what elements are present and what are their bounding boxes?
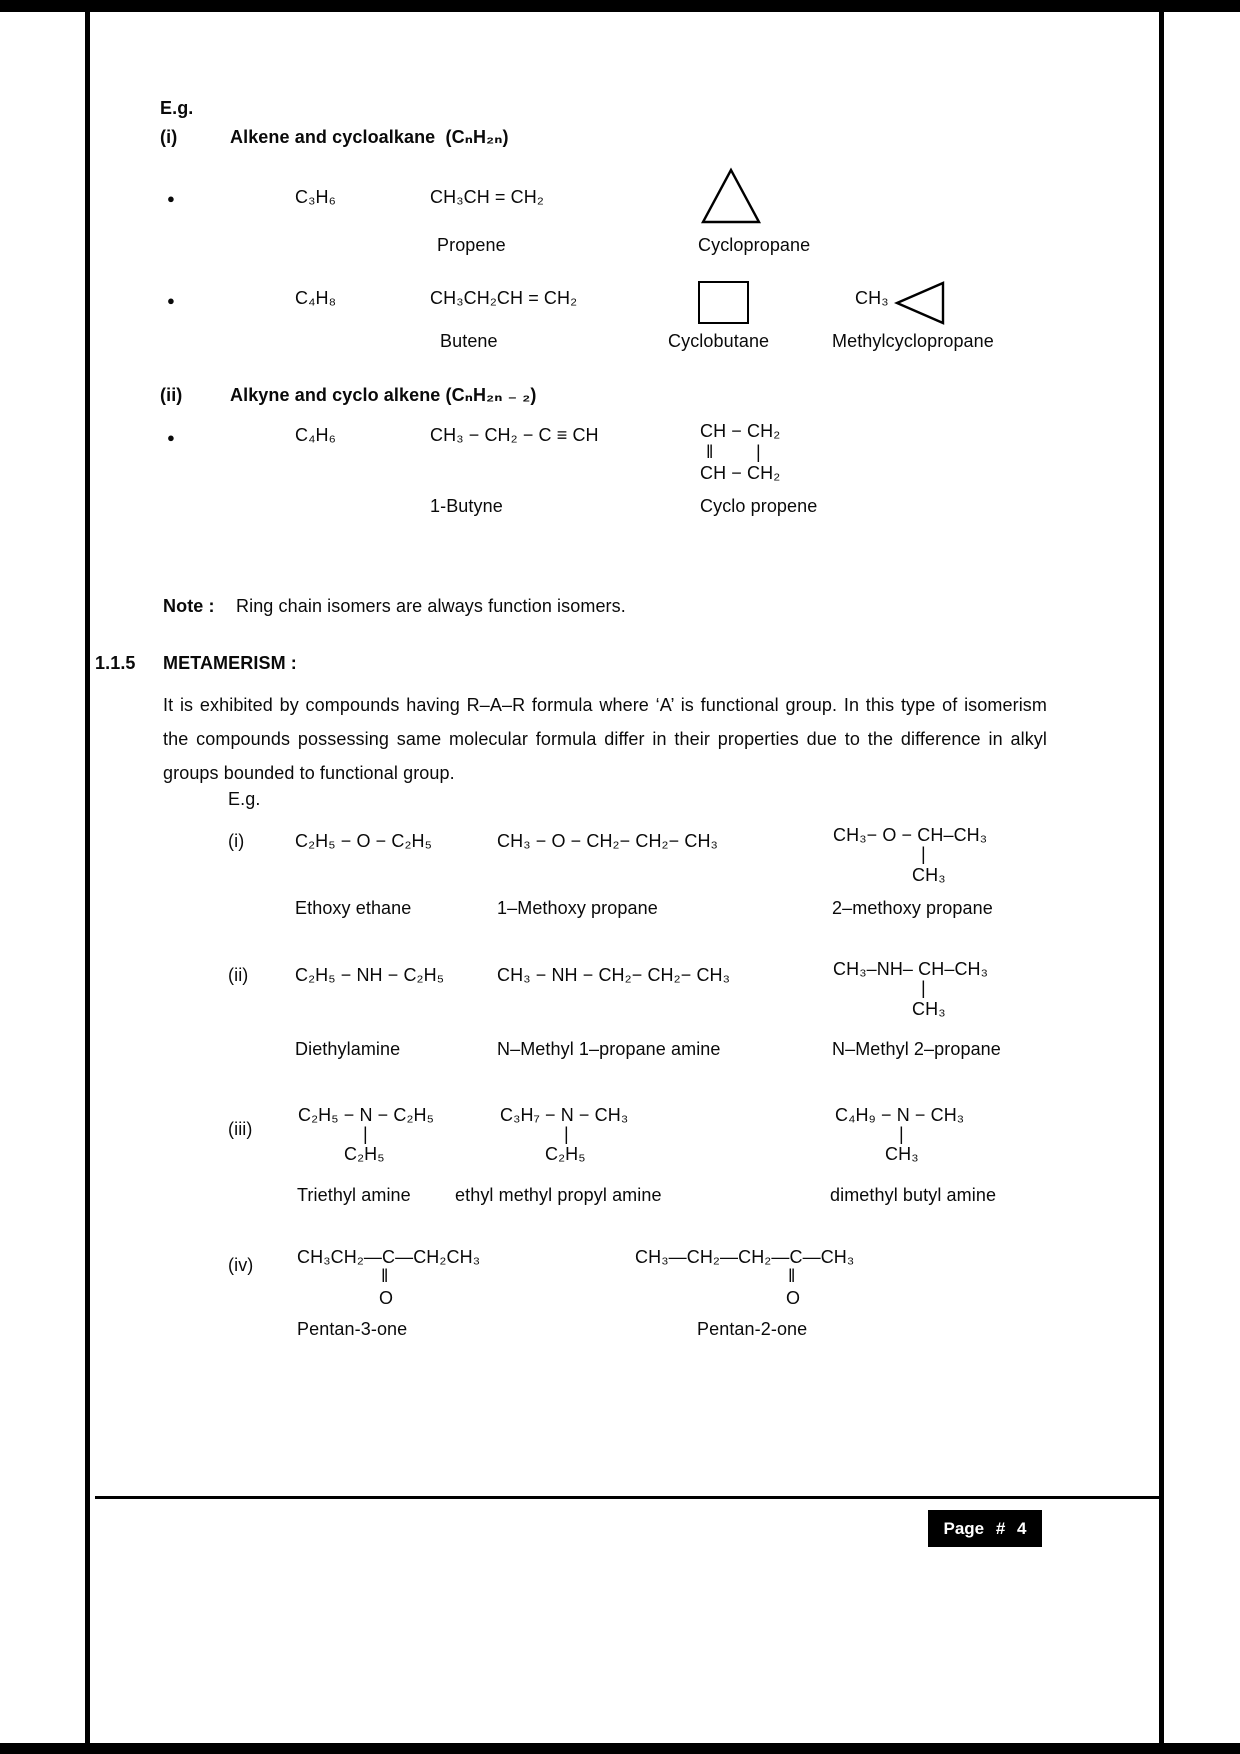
double-bond-symbol: ‖	[381, 1266, 389, 1286]
bullet-icon: ●	[167, 293, 175, 308]
single-bond-symbol: |	[363, 1124, 368, 1144]
bullet-icon: ●	[167, 191, 175, 206]
name-propene: Propene	[437, 235, 506, 255]
formula-dimethyl-butyl-amine: C₄H₉ − N − CH₃	[835, 1105, 965, 1125]
substituent-c2h5: C₂H₅	[545, 1144, 586, 1164]
eg-heading: E.g.	[160, 98, 194, 118]
formula-ethoxy-ethane: C₂H₅ − O − C₂H₅	[295, 831, 433, 851]
formula-c4h6: C₄H₆	[295, 425, 337, 445]
cyclopropene-bottom-line: CH − CH₂	[700, 463, 781, 483]
name-1-methoxy-propane: 1–Methoxy propane	[497, 898, 658, 918]
substituent-ch3: CH₃	[885, 1144, 919, 1164]
single-bond-symbol: |	[921, 844, 926, 864]
formula-n-methyl-1-propane-amine: CH₃ − NH − CH₂− CH₂− CH₃	[497, 965, 731, 985]
name-2-methoxy-propane: 2–methoxy propane	[832, 898, 993, 918]
formula-c3h6: C₃H₆	[295, 187, 336, 207]
structure-butene: CH₃CH₂CH = CH₂	[430, 288, 578, 308]
page-border-top	[0, 0, 1240, 12]
structure-butyne: CH₃ − CH₂ − C ≡ CH	[430, 425, 599, 445]
name-diethylamine: Diethylamine	[295, 1039, 401, 1059]
formula-diethylamine: C₂H₅ − NH − C₂H₅	[295, 965, 445, 985]
structure-propene: CH₃CH = CH₂	[430, 187, 544, 207]
formula-pentan-3-one: CH₃CH₂—C—CH₂CH₃	[297, 1247, 481, 1267]
formula-1-methoxy-propane: CH₃ − O − CH₂− CH₂− CH₃	[497, 831, 718, 851]
footer-rule	[95, 1496, 1161, 1499]
formula-pentan-2-one: CH₃—CH₂—CH₂—C—CH₃	[635, 1247, 855, 1267]
cyclopropene-top-line: CH − CH₂	[700, 421, 781, 441]
meta-item4-number: (iv)	[228, 1255, 254, 1275]
name-pentan-3-one: Pentan-3-one	[297, 1319, 408, 1339]
single-bond-symbol: |	[756, 442, 761, 462]
item-i-title: Alkene and cycloalkane (CₙH₂ₙ)	[230, 127, 509, 147]
page-border-bottom	[0, 1743, 1240, 1754]
name-dimethyl-butyl-amine: dimethyl butyl amine	[830, 1185, 997, 1205]
formula-2-methoxy-propane: CH₃− O − CH–CH₃	[833, 825, 988, 845]
name-cyclobutane: Cyclobutane	[668, 331, 770, 351]
name-butene: Butene	[440, 331, 498, 351]
metamerism-eg-label: E.g.	[228, 789, 261, 809]
item-ii-title: Alkyne and cyclo alkene (CₙH₂ₙ ₋ ₂)	[230, 385, 537, 405]
meta-item3-number: (iii)	[228, 1119, 253, 1139]
name-triethyl-amine: Triethyl amine	[297, 1185, 411, 1205]
bullet-icon: ●	[167, 430, 175, 445]
single-bond-symbol: |	[564, 1124, 569, 1144]
substituent-ch3: CH₃	[912, 865, 946, 885]
carbonyl-oxygen: O	[786, 1288, 801, 1308]
note-text: Ring chain isomers are always function isomers.	[236, 596, 626, 616]
name-cyclopropane: Cyclopropane	[698, 235, 811, 255]
formula-c4h8: C₄H₈	[295, 288, 337, 308]
page-border-right	[1159, 0, 1164, 1754]
cyclobutane-ring-shape	[698, 281, 749, 324]
section-number: 1.1.5	[95, 653, 136, 673]
metamerism-paragraph: It is exhibited by compounds having R–A–R formula where ‘A’ is functional group. In this type of isomerism the compounds possessing same molecular formula differ in their properties due to the difference in alkyl groups bounded to functional group.	[163, 695, 1047, 783]
name-cyclopropene: Cyclo propene	[700, 496, 818, 516]
item-i-number: (i)	[160, 127, 178, 147]
name-n-methyl-2-propane: N–Methyl 2–propane	[832, 1039, 1001, 1059]
meta-item2-number: (ii)	[228, 965, 249, 985]
name-n-methyl-1-propane-amine: N–Methyl 1–propane amine	[497, 1039, 721, 1059]
name-ethoxy-ethane: Ethoxy ethane	[295, 898, 412, 918]
methylcyclopropane-ring-shape	[894, 280, 946, 326]
note-label: Note :	[163, 596, 215, 616]
single-bond-symbol: |	[899, 1124, 904, 1144]
name-pentan-2-one: Pentan-2-one	[697, 1319, 808, 1339]
item-ii-number: (ii)	[160, 385, 183, 405]
single-bond-symbol: |	[921, 978, 926, 998]
name-methylcyclopropane: Methylcyclopropane	[832, 331, 994, 351]
formula-n-methyl-2-propane-amine: CH₃–NH– CH–CH₃	[833, 959, 989, 979]
name-1-butyne: 1-Butyne	[430, 496, 503, 516]
methyl-label: CH₃	[855, 288, 889, 308]
section-title: METAMERISM :	[163, 653, 297, 673]
formula-ethyl-methyl-propyl-amine: C₃H₇ − N − CH₃	[500, 1105, 629, 1125]
carbonyl-oxygen: O	[379, 1288, 394, 1308]
double-bond-symbol: ‖	[788, 1266, 796, 1286]
page-number-badge: Page # 4	[928, 1510, 1042, 1547]
meta-item1-number: (i)	[228, 831, 245, 851]
name-ethyl-methyl-propyl-amine: ethyl methyl propyl amine	[455, 1185, 662, 1205]
page-border-left	[85, 0, 90, 1754]
double-bond-symbol: ‖	[706, 442, 714, 462]
substituent-c2h5: C₂H₅	[344, 1144, 385, 1164]
cyclopropane-ring-shape	[700, 167, 762, 225]
formula-triethylamine: C₂H₅ − N − C₂H₅	[298, 1105, 434, 1125]
substituent-ch3: CH₃	[912, 999, 946, 1019]
